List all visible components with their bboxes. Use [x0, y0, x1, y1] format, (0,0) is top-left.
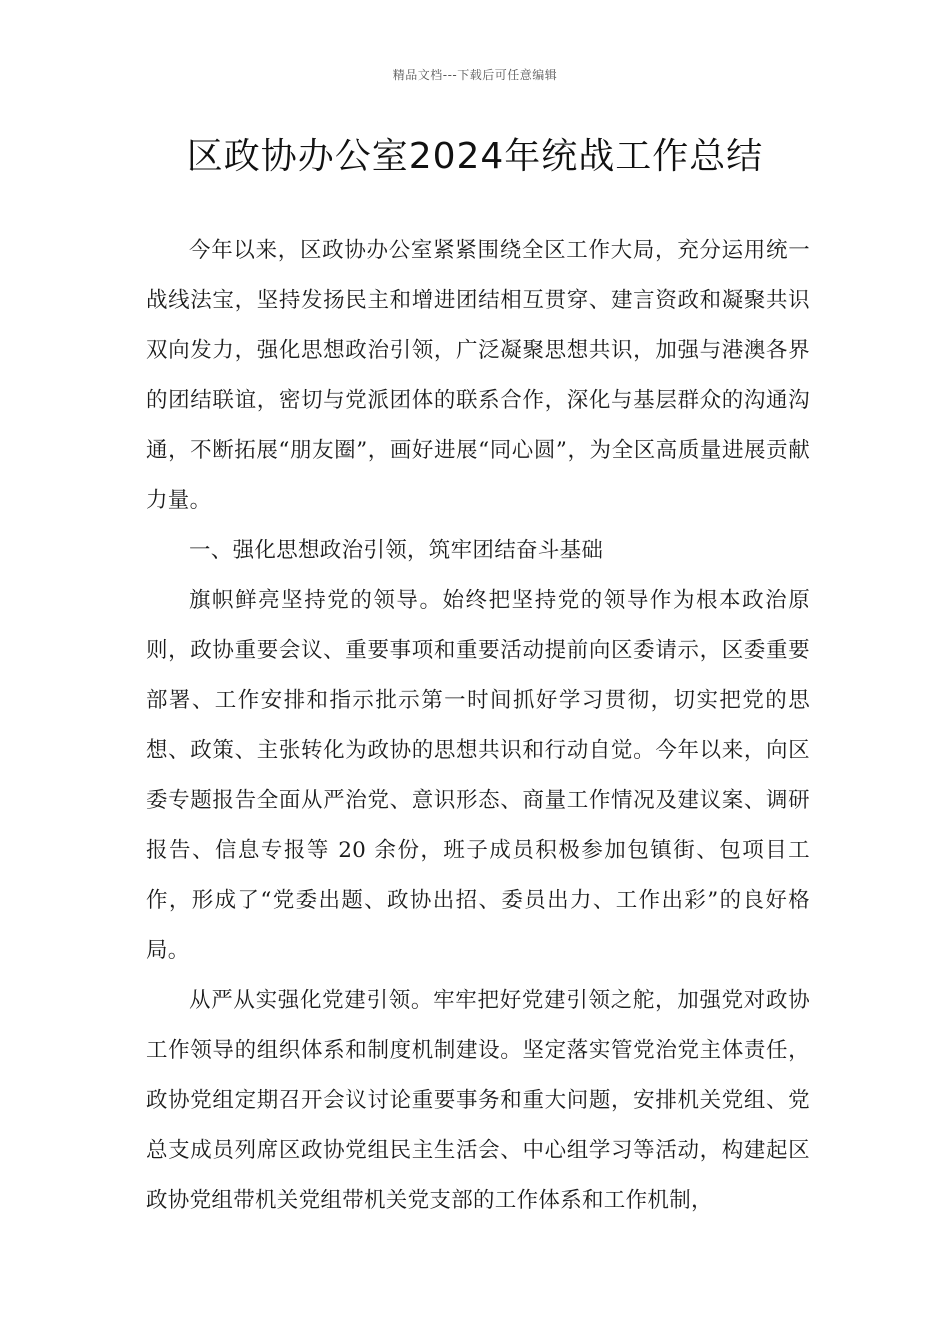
section-heading-1: 一、强化思想政治引领，筑牢团结奋斗基础 [189, 538, 604, 563]
header-note: 精品文档---下载后可任意编辑 [392, 68, 558, 82]
paragraph-party-leadership: 旗帜鲜亮坚持党的领导。始终把坚持党的领导作为根本政治原则，政协重要会议、重要事项和重要活动提前向区委请示，区委重要部署、工作安排和指示批示第一时间抓好学习贯彻，切实把党的思想、政策、主张转化为政协的思想共识和行动自觉。今年以来，向区委专题报告全面从严治党、意识形态、商量工作情况及建议案、调研报告、信息专报等 20 余份，班子成员积极参加包镇街、包项目工作，形成了“党委出题、政协出招、委员出力、工作出彩”的良好格局。 [146, 588, 810, 963]
paragraph-intro: 今年以来，区政协办公室紧紧围绕全区工作大局，充分运用统一战线法宝，坚持发扬民主和增进团结相互贯穿、建言资政和凝聚共识双向发力，强化思想政治引领，广泛凝聚思想共识，加强与港澳各界的团结联谊，密切与党派团体的联系合作，深化与基层群众的沟通沟通，不断拓展“朋友圈”，画好进展“同心圆”，为全区高质量进展贡献力量。 [146, 238, 810, 513]
document-title: 区政协办公室2024年统战工作总结 [186, 136, 764, 177]
paragraph-party-building: 从严从实强化党建引领。牢牢把好党建引领之舵，加强党对政协工作领导的组织体系和制度机制建设。坚定落实管党治党主体责任，政协党组定期召开会议讨论重要事务和重大问题，安排机关党组、党总支成员列席区政协党组民主生活会、中心组学习等活动，构建起区政协党组带机关党组带机关党支部的工作体系和工作机制， [146, 988, 810, 1213]
document-body [146, 226, 810, 1226]
